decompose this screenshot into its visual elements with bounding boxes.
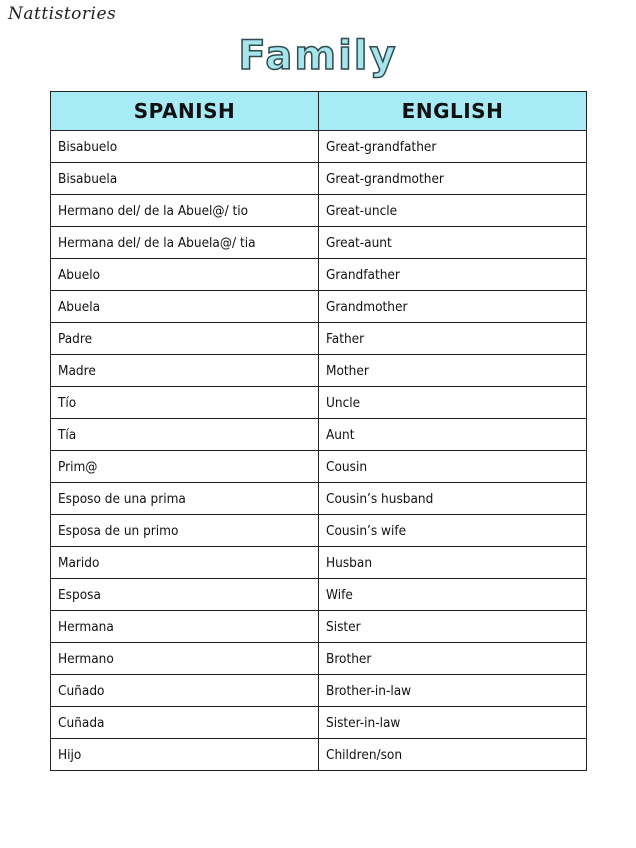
- spanish-cell: Madre: [51, 355, 319, 387]
- english-cell: Great-uncle: [319, 195, 587, 227]
- table-row: [51, 355, 587, 387]
- page-title: Family: [238, 33, 398, 79]
- spanish-cell: Padre: [51, 323, 319, 355]
- column-header-english: ENGLISH: [319, 92, 587, 131]
- table-row: [51, 515, 587, 547]
- column-header-spanish: SPANISH: [51, 92, 319, 131]
- spanish-cell: Cuñada: [51, 707, 319, 739]
- table-row: [51, 547, 587, 579]
- table-row: [51, 451, 587, 483]
- english-cell: Great-grandfather: [319, 131, 587, 163]
- table-row: [51, 195, 587, 227]
- english-cell: Husban: [319, 547, 587, 579]
- english-cell: Children/son: [319, 739, 587, 771]
- table-row: [51, 675, 587, 707]
- table-row: [51, 483, 587, 515]
- english-cell: Grandfather: [319, 259, 587, 291]
- spanish-cell: Esposo de una prima: [51, 483, 319, 515]
- author-signature: Nattistories: [8, 4, 117, 24]
- table-row: [51, 611, 587, 643]
- table-row: [51, 259, 587, 291]
- english-cell: Great-aunt: [319, 227, 587, 259]
- english-cell: Aunt: [319, 419, 587, 451]
- spanish-cell: Abuelo: [51, 259, 319, 291]
- english-cell: Brother: [319, 643, 587, 675]
- english-cell: Great-grandmother: [319, 163, 587, 195]
- spanish-cell: Marido: [51, 547, 319, 579]
- spanish-cell: Bisabuela: [51, 163, 319, 195]
- table-row: [51, 707, 587, 739]
- spanish-cell: Esposa de un primo: [51, 515, 319, 547]
- spanish-cell: Esposa: [51, 579, 319, 611]
- table-row: [51, 163, 587, 195]
- spanish-cell: Hermana del/ de la Abuela@/ tia: [51, 227, 319, 259]
- spanish-cell: Bisabuelo: [51, 131, 319, 163]
- table-header-row: [51, 92, 587, 131]
- spanish-cell: Abuela: [51, 291, 319, 323]
- english-cell: Cousin’s wife: [319, 515, 587, 547]
- table-row: [51, 643, 587, 675]
- table-row: [51, 419, 587, 451]
- english-cell: Brother-in-law: [319, 675, 587, 707]
- table-row: [51, 387, 587, 419]
- english-cell: Cousin: [319, 451, 587, 483]
- table-row: [51, 227, 587, 259]
- spanish-cell: Hermano: [51, 643, 319, 675]
- spanish-cell: Tío: [51, 387, 319, 419]
- spanish-cell: Tía: [51, 419, 319, 451]
- vocabulary-table: [50, 91, 587, 771]
- spanish-cell: Hermana: [51, 611, 319, 643]
- english-cell: Sister: [319, 611, 587, 643]
- english-cell: Mother: [319, 355, 587, 387]
- english-cell: Father: [319, 323, 587, 355]
- spanish-cell: Prim@: [51, 451, 319, 483]
- table-row: [51, 291, 587, 323]
- english-cell: Wife: [319, 579, 587, 611]
- table-row: [51, 131, 587, 163]
- english-cell: Sister-in-law: [319, 707, 587, 739]
- table-row: [51, 579, 587, 611]
- table-row: [51, 323, 587, 355]
- english-cell: Uncle: [319, 387, 587, 419]
- spanish-cell: Hermano del/ de la Abuel@/ tio: [51, 195, 319, 227]
- table-row: [51, 739, 587, 771]
- english-cell: Cousin’s husband: [319, 483, 587, 515]
- english-cell: Grandmother: [319, 291, 587, 323]
- spanish-cell: Cuñado: [51, 675, 319, 707]
- spanish-cell: Hijo: [51, 739, 319, 771]
